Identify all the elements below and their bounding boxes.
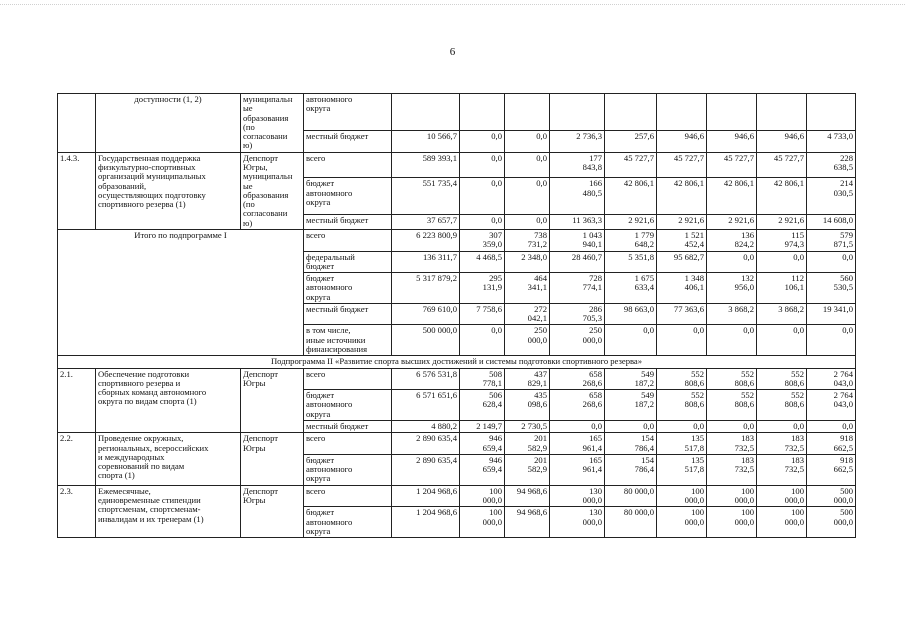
table-cell: 45 727,7: [657, 152, 707, 178]
table-cell: 132 956,0: [707, 273, 757, 304]
table-cell: 552 808,6: [707, 390, 757, 421]
table-cell: 2.2.: [58, 433, 96, 485]
table-cell: 1.4.3.: [58, 152, 96, 229]
table-cell: 100 000,0: [707, 507, 757, 538]
table-cell: 37 657,7: [392, 215, 460, 230]
table-cell: 500 000,0: [807, 485, 856, 507]
table-cell: [757, 94, 807, 131]
table-cell: 6 571 651,6: [392, 390, 460, 421]
table-cell: 508 778,1: [460, 368, 505, 390]
table-cell: 115 974,3: [757, 229, 807, 251]
table-row: [58, 433, 856, 455]
table-cell: 95 682,7: [657, 251, 707, 273]
table-cell: 738 731,2: [505, 229, 550, 251]
table-cell: 0,0: [657, 325, 707, 356]
table-cell: Подпрограмма II «Развитие спорта высших достижений и системы подготовки спортивного резерва»: [58, 356, 856, 368]
table-cell: 100 000,0: [707, 485, 757, 507]
table-cell: 228 638,5: [807, 152, 856, 178]
table-cell: бюджет автономного округа: [304, 273, 392, 304]
table-cell: 1 348 406,1: [657, 273, 707, 304]
table-cell: Депспорт Югры: [241, 433, 304, 485]
table-cell: 5 351,8: [605, 251, 657, 273]
table-cell: 946,6: [757, 131, 807, 152]
table-cell: 2.3.: [58, 485, 96, 537]
page-number: 6: [449, 46, 456, 58]
table-cell: 45 727,7: [707, 152, 757, 178]
table-cell: 250 000,0: [550, 325, 605, 356]
table-cell: 250 000,0: [505, 325, 550, 356]
table-cell: 94 968,6: [505, 507, 550, 538]
budget-table: [57, 93, 856, 538]
table-cell: 918 662,5: [807, 454, 856, 485]
table-cell: 2 764 043,0: [807, 368, 856, 390]
table-cell: 100 000,0: [657, 507, 707, 538]
table-cell: 946 659,4: [460, 433, 505, 455]
table-cell: 2 149,7: [460, 421, 505, 433]
table-cell: 100 000,0: [757, 485, 807, 507]
table-cell: 500 000,0: [807, 507, 856, 538]
table-cell: [58, 94, 96, 153]
table-cell: 7 758,6: [460, 303, 505, 325]
table-cell: 45 727,7: [605, 152, 657, 178]
table-cell: 130 000,0: [550, 507, 605, 538]
table-cell: 0,0: [505, 215, 550, 230]
table-cell: местный бюджет: [304, 215, 392, 230]
table-cell: 136 311,7: [392, 251, 460, 273]
table-cell: [392, 94, 460, 131]
table-cell: 437 829,1: [505, 368, 550, 390]
table-cell: 177 843,8: [550, 152, 605, 178]
table-cell: 946,6: [657, 131, 707, 152]
table-cell: бюджет автономного округа: [304, 507, 392, 538]
table-cell: 112 106,1: [757, 273, 807, 304]
table-cell: всего: [304, 229, 392, 251]
table-cell: 1 204 968,6: [392, 485, 460, 507]
table-cell: 658 268,6: [550, 390, 605, 421]
table-cell: 0,0: [460, 152, 505, 178]
table-cell: 552 808,6: [757, 368, 807, 390]
table-cell: 500 000,0: [392, 325, 460, 356]
table-cell: 2 348,0: [505, 251, 550, 273]
table-cell: [605, 94, 657, 131]
table-cell: 100 000,0: [460, 485, 505, 507]
table-cell: 135 517,8: [657, 433, 707, 455]
table-cell: 165 961,4: [550, 454, 605, 485]
table-cell: 42 806,1: [657, 178, 707, 215]
table-cell: 100 000,0: [657, 485, 707, 507]
table-cell: 2 921,6: [707, 215, 757, 230]
table-cell: 0,0: [757, 325, 807, 356]
table-cell: всего: [304, 485, 392, 507]
table-cell: 154 786,4: [605, 433, 657, 455]
table-cell: 42 806,1: [707, 178, 757, 215]
table-cell: Депспорт Югры: [241, 485, 304, 537]
scan-noise-line: [0, 4, 905, 8]
table-cell: 435 098,6: [505, 390, 550, 421]
table-cell: 295 131,9: [460, 273, 505, 304]
table-cell: 135 517,8: [657, 454, 707, 485]
table-cell: местный бюджет: [304, 303, 392, 325]
table-cell: 2 764 043,0: [807, 390, 856, 421]
table-row: [58, 485, 856, 507]
table-cell: 0,0: [550, 421, 605, 433]
table-cell: 506 628,4: [460, 390, 505, 421]
table-cell: Проведение окружных, региональных, всероссийских и международных соревнований по видам спорта (1): [96, 433, 241, 485]
table-cell: 14 608,0: [807, 215, 856, 230]
table-cell: 10 566,7: [392, 131, 460, 152]
table-cell: 589 393,1: [392, 152, 460, 178]
table-cell: 3 868,2: [757, 303, 807, 325]
table-cell: Депспорт Югры: [241, 368, 304, 433]
table-cell: 2 921,6: [605, 215, 657, 230]
table-cell: 549 187,2: [605, 368, 657, 390]
table-body: [58, 94, 856, 538]
table-cell: 0,0: [505, 131, 550, 152]
table-cell: 6 576 531,8: [392, 368, 460, 390]
table-cell: [657, 94, 707, 131]
table-cell: 2 921,6: [757, 215, 807, 230]
table-cell: всего: [304, 433, 392, 455]
table-cell: 0,0: [460, 325, 505, 356]
table-cell: 1 779 648,2: [605, 229, 657, 251]
table-cell: 2 890 635,4: [392, 454, 460, 485]
table-cell: 307 359,0: [460, 229, 505, 251]
table-cell: Государственная поддержка физкультурно-спортивных организаций муниципальных образований, осуществляющих подготовку спортивного резерва (1): [96, 152, 241, 229]
table-cell: федеральный бюджет: [304, 251, 392, 273]
table-cell: 946 659,4: [460, 454, 505, 485]
table-cell: 0,0: [460, 178, 505, 215]
table-cell: 6 223 800,9: [392, 229, 460, 251]
table-cell: 0,0: [460, 215, 505, 230]
table-cell: 1 521 452,4: [657, 229, 707, 251]
table-cell: муниципальн ые образования (по согласовани ю): [241, 94, 304, 153]
table-cell: Депспорт Югры, муниципальн ые образования (по согласовани ю): [241, 152, 304, 229]
table-cell: Обеспечение подготовки спортивного резерва и сборных команд автономного округа по видам спорта (1): [96, 368, 241, 433]
table-cell: 2 921,6: [657, 215, 707, 230]
table-cell: 552 808,6: [657, 390, 707, 421]
table-cell: 1 043 940,1: [550, 229, 605, 251]
table-cell: [807, 94, 856, 131]
table-cell: 0,0: [657, 421, 707, 433]
table-row: [58, 368, 856, 390]
table-cell: 1 675 633,4: [605, 273, 657, 304]
table-cell: 45 727,7: [757, 152, 807, 178]
table-cell: 98 663,0: [605, 303, 657, 325]
table-cell: 1 204 968,6: [392, 507, 460, 538]
table-cell: 2 730,5: [505, 421, 550, 433]
table-cell: 28 460,7: [550, 251, 605, 273]
table-cell: 201 582,9: [505, 454, 550, 485]
table-cell: 183 732,5: [757, 433, 807, 455]
table-cell: 201 582,9: [505, 433, 550, 455]
table-cell: 100 000,0: [460, 507, 505, 538]
table-cell: 166 480,5: [550, 178, 605, 215]
table-cell: местный бюджет: [304, 421, 392, 433]
table-cell: местный бюджет: [304, 131, 392, 152]
table-cell: 4 880,2: [392, 421, 460, 433]
table-cell: 0,0: [707, 325, 757, 356]
table-cell: 0,0: [460, 131, 505, 152]
table-row: [58, 94, 856, 131]
table-cell: 3 868,2: [707, 303, 757, 325]
table-cell: бюджет автономного округа: [304, 390, 392, 421]
table-cell: 183 732,5: [707, 433, 757, 455]
table-cell: 19 341,0: [807, 303, 856, 325]
table-cell: 214 030,5: [807, 178, 856, 215]
table-cell: 0,0: [807, 251, 856, 273]
table-cell: в том числе, иные источники финансирования: [304, 325, 392, 356]
table-cell: 2 736,3: [550, 131, 605, 152]
table-cell: доступности (1, 2): [96, 94, 241, 153]
table-cell: Итого по подпрограмме I: [58, 229, 304, 355]
table-cell: 579 871,5: [807, 229, 856, 251]
table-cell: всего: [304, 368, 392, 390]
table-cell: 658 268,6: [550, 368, 605, 390]
table-cell: 0,0: [807, 421, 856, 433]
table-cell: 0,0: [707, 421, 757, 433]
table-cell: бюджет автономного округа: [304, 454, 392, 485]
table-cell: 918 662,5: [807, 433, 856, 455]
table-cell: 11 363,3: [550, 215, 605, 230]
table-cell: 4 733,0: [807, 131, 856, 152]
table-cell: 2 890 635,4: [392, 433, 460, 455]
table-cell: 5 317 879,2: [392, 273, 460, 304]
table-cell: 183 732,5: [707, 454, 757, 485]
table-cell: всего: [304, 152, 392, 178]
table-cell: 0,0: [807, 325, 856, 356]
table-cell: 77 363,6: [657, 303, 707, 325]
table-cell: [707, 94, 757, 131]
table-cell: 80 000,0: [605, 507, 657, 538]
table-cell: 183 732,5: [757, 454, 807, 485]
table-cell: 130 000,0: [550, 485, 605, 507]
table-cell: 552 808,6: [757, 390, 807, 421]
table-cell: [550, 94, 605, 131]
table-cell: 165 961,4: [550, 433, 605, 455]
table-cell: 769 610,0: [392, 303, 460, 325]
table-cell: 549 187,2: [605, 390, 657, 421]
table-cell: Ежемесячные, единовременные стипендии спортсменам, спортсменам- инвалидам и их тренерам (1): [96, 485, 241, 537]
table-cell: [505, 94, 550, 131]
table-cell: 42 806,1: [605, 178, 657, 215]
table-row: [58, 229, 856, 251]
table-cell: 560 530,5: [807, 273, 856, 304]
table-cell: 0,0: [757, 421, 807, 433]
table-cell: 552 808,6: [657, 368, 707, 390]
table-cell: 0,0: [505, 178, 550, 215]
table-cell: 80 000,0: [605, 485, 657, 507]
table-row: [58, 356, 856, 368]
table-cell: 0,0: [505, 152, 550, 178]
table-cell: 464 341,1: [505, 273, 550, 304]
table-cell: 728 774,1: [550, 273, 605, 304]
table-cell: 0,0: [707, 251, 757, 273]
table-cell: 551 735,4: [392, 178, 460, 215]
table-cell: 94 968,6: [505, 485, 550, 507]
table-cell: автономного округа: [304, 94, 392, 131]
table-cell: 552 808,6: [707, 368, 757, 390]
table-cell: 100 000,0: [757, 507, 807, 538]
table-cell: 0,0: [605, 421, 657, 433]
table-cell: 136 824,2: [707, 229, 757, 251]
table-cell: 2.1.: [58, 368, 96, 433]
table-cell: 154 786,4: [605, 454, 657, 485]
table-cell: 286 705,3: [550, 303, 605, 325]
table-cell: 0,0: [605, 325, 657, 356]
table-cell: 257,6: [605, 131, 657, 152]
table-cell: [460, 94, 505, 131]
table-cell: бюджет автономного округа: [304, 178, 392, 215]
table-cell: 272 042,1: [505, 303, 550, 325]
table-cell: 4 468,5: [460, 251, 505, 273]
table-cell: 0,0: [757, 251, 807, 273]
table-cell: 946,6: [707, 131, 757, 152]
table-row: [58, 152, 856, 178]
table-cell: 42 806,1: [757, 178, 807, 215]
